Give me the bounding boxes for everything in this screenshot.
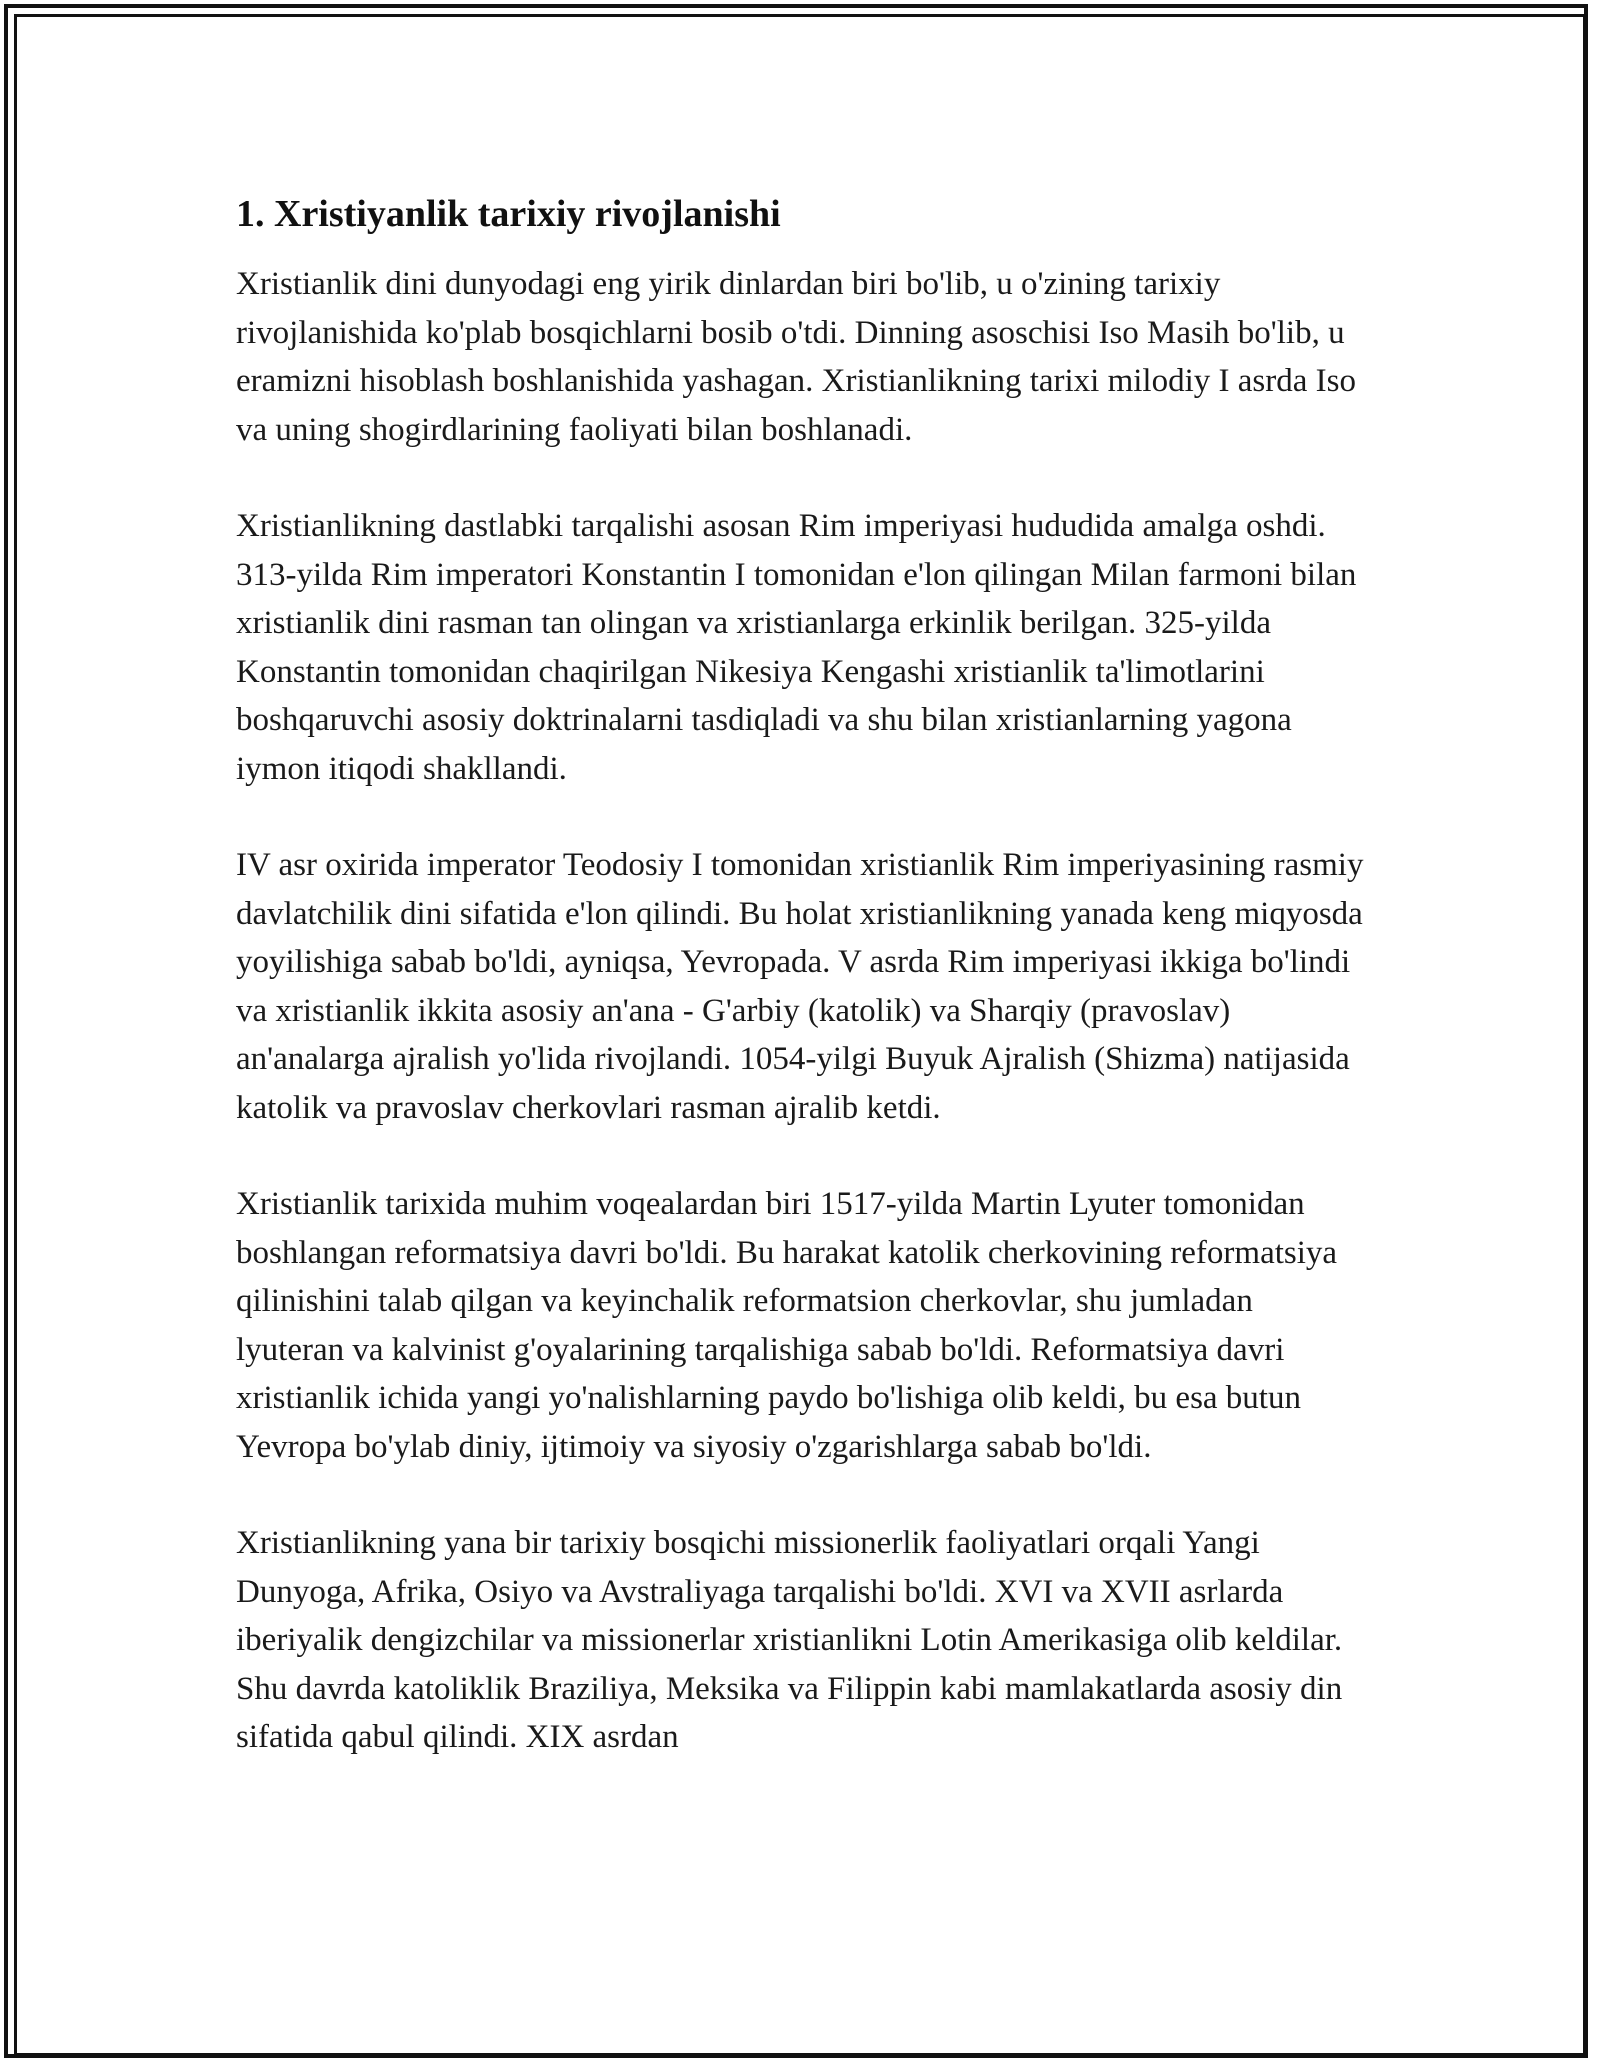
paragraph-4: Xristianlik tarixida muhim voqealardan biri 1517-yilda Martin Lyuter tomonidan boshlangan reformatsiya davri bo'ldi. Bu harakat katolik cherkovining reformatsiya qilinishini talab qilgan va keyinchalik reformatsion cherkovlar, shu jumladan lyuteran va kalvinist g'oyalarining tarqalishiga sabab bo'ldi. Reformatsiya davri xristianlik ichida yangi yo'nalishlarning paydo bo'lishiga olib keldi, bu esa butun Yevropa bo'ylab diniy, ijtimoiy va siyosiy o'zgarishlarga sabab bo'ldi.	[236, 1186, 1338, 1465]
paragraph-5: Xristianlikning yana bir tarixiy bosqichi missionerlik faoliyatlari orqali Yangi Dunyoga, Afrika, Osiyo va Avstraliyaga tarqalishi bo'ldi. XVI va XVII asrlarda iberiyalik dengizchilar va missionerlar xristianlikni Lotin Amerikasiga olib keldilar. Shu davrda katoliklik Braziliya, Meksika va Filippin kabi mamlakatlarda asosiy din sifatida qabul qilindi. XIX asrdan	[236, 1525, 1343, 1755]
paragraph-3: IV asr oxirida imperator Teodosiy I tomonidan xristianlik Rim imperiyasining rasmiy davlatchilik dini sifatida e'lon qilindi. Bu holat xristianlikning yanada keng miqyosda yoyilishiga sabab bo'ldi, ayniqsa, Yevropada. V asrda Rim imperiyasi ikkiga bo'lindi va xristianlik ikkita asosiy an'ana - G'arbiy (katolik) va Sharqiy (pravoslav) an'analarga ajralish yo'lida rivojlandi. 1054-yilgi Buyuk Ajralish (Shizma) natijasida katolik va pravoslav cherkovlari rasman ajralib ketdi.	[236, 847, 1364, 1126]
paragraph-2: Xristianlikning dastlabki tarqalishi asosan Rim imperiyasi hududida amalga oshdi. 313-yilda Rim imperatori Konstantin I tomonidan e'lon qilingan Milan farmoni bilan xristianlik dini rasman tan olingan va xristianlarga erkinlik berilgan. 325-yilda Konstantin tomonidan chaqirilgan Nikesiya Kengashi xristianlik ta'limotlarini boshqaruvchi asosiy doktrinalarni tasdiqladi va shu bilan xristianlarning yagona iymon itiqodi shakllandi.	[236, 508, 1357, 787]
section-heading: 1. Xristiyanlik tarixiy rivojlanishi	[236, 193, 781, 235]
document-body	[236, 190, 1366, 1810]
paragraph-1: Xristianlik dini dunyodagi eng yirik dinlardan biri bo'lib, u o'zining tarixiy rivojlanishida ko'plab bosqichlarni bosib o'tdi. Dinning asoschisi Iso Masih bo'lib, u eramizni hisoblash boshlanishida yashagan. Xristianlikning tarixi milodiy I asrda Iso va uning shogirdlarining faoliyati bilan boshlanadi.	[236, 266, 1356, 448]
